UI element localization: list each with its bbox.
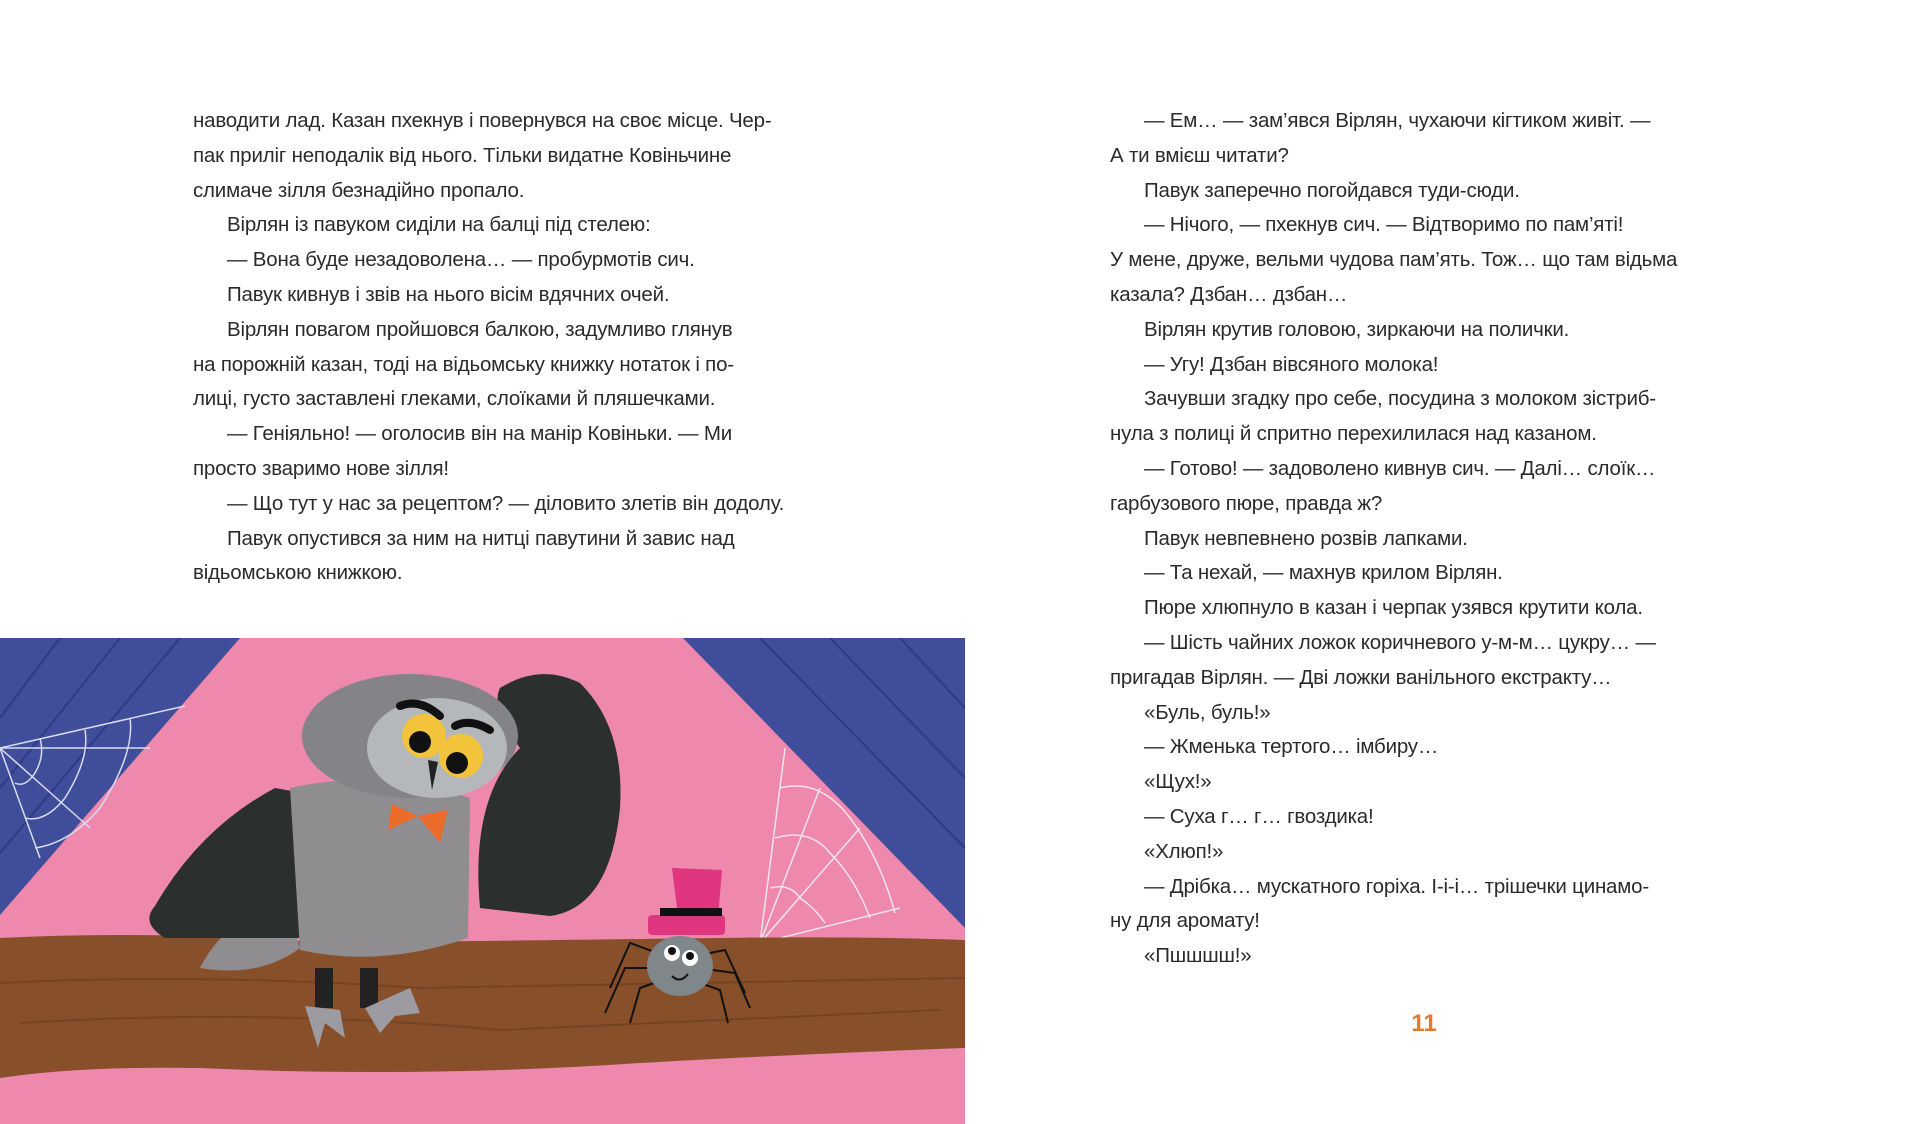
text-line: «Пшшшш!»: [1144, 944, 1252, 968]
right-page-text: [1110, 104, 1750, 974]
text-line: Вірлян із павуком сиділи на балці під стелею:: [227, 213, 651, 237]
page-number: 11: [1411, 1010, 1437, 1037]
text-line: — Ем… — зам’явся Вірлян, чухаючи кігтиком живіт. —: [1144, 109, 1651, 132]
text-line: на порожній казан, тоді на відьомську книжку нотаток і по-: [193, 352, 734, 376]
text-line: гарбузового пюре, правда ж?: [1110, 491, 1383, 515]
text-line: Вірлян крутив головою, зиркаючи на полички.: [1144, 317, 1570, 341]
text-line: «Хлюп!»: [1144, 839, 1224, 863]
text-line: — Дрібка… мускатного горіха. І-і-і… трішечки цинамо-: [1144, 874, 1649, 898]
text-line: — Геніяльно! — оголосив він на манір Ковіньки. — Ми: [227, 422, 732, 446]
text-line: ну для аромату!: [1110, 909, 1260, 933]
text-line: Зачувши згадку про себе, посудина з молоком зістриб-: [1144, 387, 1656, 411]
text-line: Павук заперечно погойдався туди-сюди.: [1144, 178, 1520, 202]
text-line: слимаче зілля безнадійно пропало.: [193, 178, 525, 202]
text-line: — Жменька тертого… імбиру…: [1144, 735, 1439, 759]
owl-body: [290, 780, 470, 957]
text-line: казала? Дзбан… дзбан…: [1110, 282, 1348, 306]
text-line: лиці, густо заставлені глеками, слоїками й пляшечками.: [193, 387, 716, 411]
text-line: «Буль, буль!»: [1144, 700, 1271, 724]
text-line: — Та нехай, — махнув крилом Вірлян.: [1144, 561, 1503, 585]
text-line: Павук опустився за ним на нитці павутини й завис над: [227, 526, 735, 550]
text-line: Павук невпевнено розвів лапками.: [1144, 526, 1468, 550]
text-line: Павук кивнув і звів на нього вісім вдячних очей.: [227, 282, 670, 306]
text-line: нула з полиці й спритно перехилилася над казаном.: [1110, 422, 1597, 446]
text-line: пригадав Вірлян. — Дві ложки ванільного екстракту…: [1110, 665, 1612, 689]
owl-leg: [315, 968, 333, 1008]
text-line: — Угу! Дзбан вівсяного молока!: [1144, 352, 1439, 376]
spider-body: [647, 936, 713, 996]
text-line: пак приліг неподалік від нього. Тільки видатне Ковіньчине: [193, 143, 732, 167]
text-line: У мене, друже, вельми чудова пам’ять. Тож… що там відьма: [1110, 248, 1678, 272]
text-line: — Що тут у нас за рецептом? — діловито злетів він додолу.: [227, 491, 785, 515]
text-line: — Готово! — задоволено кивнув сич. — Далі… слоїк…: [1144, 456, 1656, 480]
text-line: Вірлян повагом пройшовся балкою, задумливо глянув: [227, 317, 733, 341]
text-line: — Шість чайних ложок коричневого у-м-м… цукру… —: [1144, 630, 1656, 654]
owl-leg: [360, 968, 378, 1008]
text-line: «Щух!»: [1144, 770, 1212, 794]
text-line: наводити лад. Казан пхекнув і повернувся на своє місце. Чер-: [193, 109, 772, 132]
text-line: — Нічого, — пхекнув сич. — Відтворимо по пам’яті!: [1144, 213, 1624, 237]
text-line: А ти вмієш читати?: [1110, 143, 1289, 167]
text-line: просто зваримо нове зілля!: [193, 456, 449, 480]
owl-and-spider-illustration: [0, 638, 965, 1124]
left-page-text: [193, 104, 833, 591]
text-line: Пюре хлюпнуло в казан і черпак узявся крутити кола.: [1144, 596, 1643, 620]
text-line: — Суха г… г… гвоздика!: [1144, 804, 1374, 828]
text-line: відьомською книжкою.: [193, 561, 403, 585]
text-line: — Вона буде незадоволена… — пробурмотів сич.: [227, 248, 695, 272]
